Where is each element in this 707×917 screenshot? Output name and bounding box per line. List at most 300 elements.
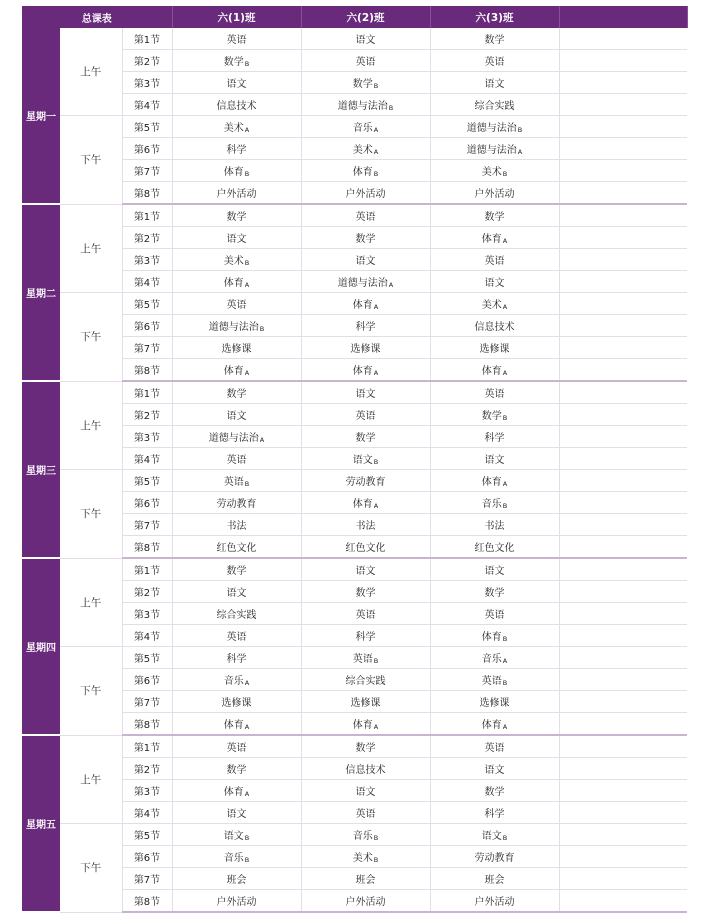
- subject-name: 英语: [355, 57, 376, 68]
- period-label: 第7节: [122, 160, 172, 182]
- subject-name: 体育: [481, 366, 502, 377]
- half-day-label: 下午: [60, 824, 122, 913]
- period-row: [22, 713, 687, 736]
- period-label: 第1节: [122, 204, 172, 227]
- empty-cell: [559, 249, 687, 271]
- period-row: [22, 669, 687, 691]
- period-label: 第5节: [122, 470, 172, 492]
- period-row: [22, 359, 687, 382]
- subject-name: 户外活动: [474, 897, 515, 908]
- subject-cell: [301, 868, 430, 890]
- subject-cell: [430, 647, 559, 669]
- group-mark: A: [373, 126, 379, 134]
- subject-name: 体育: [223, 787, 244, 798]
- subject-cell: [430, 337, 559, 359]
- subject-name: 综合实践: [474, 101, 515, 112]
- empty-cell: [559, 735, 687, 758]
- subject-cell: [430, 824, 559, 846]
- subject-name: 体育: [481, 720, 502, 731]
- period-row: [22, 802, 687, 824]
- subject-cell: [172, 625, 301, 647]
- subject-name: 英语: [484, 743, 505, 754]
- subject-cell: [172, 536, 301, 559]
- subject-cell: [172, 669, 301, 691]
- subject-name: 体育: [352, 720, 373, 731]
- subject-name: 语文: [355, 787, 376, 798]
- subject-cell: [430, 138, 559, 160]
- period-label: 第1节: [122, 381, 172, 404]
- subject-cell: [430, 625, 559, 647]
- subject-cell: [430, 182, 559, 205]
- subject-cell: [172, 28, 301, 50]
- subject-cell: [430, 359, 559, 382]
- empty-cell: [559, 315, 687, 337]
- period-label: 第2节: [122, 404, 172, 426]
- subject-cell: [301, 558, 430, 581]
- subject-cell: [430, 492, 559, 514]
- subject-cell: [172, 735, 301, 758]
- subject-cell: [172, 890, 301, 913]
- empty-cell: [559, 824, 687, 846]
- subject-name: 语文: [226, 79, 247, 90]
- group-mark: A: [502, 237, 508, 245]
- subject-cell: [172, 558, 301, 581]
- period-row: [22, 204, 687, 227]
- subject-name: 户外活动: [474, 189, 515, 200]
- subject-name: 语文: [352, 455, 373, 466]
- group-mark: B: [244, 856, 250, 864]
- group-mark: A: [388, 281, 394, 289]
- subject-cell: [172, 160, 301, 182]
- period-row: [22, 160, 687, 182]
- subject-name: 英语: [226, 455, 247, 466]
- subject-name: 英语: [226, 743, 247, 754]
- subject-name: 数学: [355, 743, 376, 754]
- subject-name: 劳动教育: [345, 477, 386, 488]
- subject-cell: [301, 647, 430, 669]
- period-row: [22, 536, 687, 559]
- period-label: 第5节: [122, 647, 172, 669]
- group-mark: A: [517, 148, 523, 156]
- empty-cell: [559, 780, 687, 802]
- subject-name: 科学: [484, 809, 505, 820]
- group-mark: B: [244, 834, 250, 842]
- subject-name: 英语: [355, 610, 376, 621]
- subject-cell: [430, 28, 559, 50]
- period-row: [22, 470, 687, 492]
- half-day-label: 下午: [60, 470, 122, 559]
- period-label: 第7节: [122, 691, 172, 713]
- period-label: 第6节: [122, 846, 172, 868]
- subject-name: 红色文化: [345, 543, 386, 554]
- day-label: 星期二: [22, 204, 60, 381]
- subject-name: 数学: [352, 79, 373, 90]
- subject-cell: [172, 138, 301, 160]
- subject-cell: [301, 359, 430, 382]
- subject-cell: [430, 72, 559, 94]
- empty-cell: [559, 138, 687, 160]
- subject-name: 科学: [355, 322, 376, 333]
- group-mark: A: [502, 480, 508, 488]
- half-day-label: 下午: [60, 647, 122, 736]
- subject-cell: [301, 426, 430, 448]
- subject-name: 道德与法治: [208, 322, 259, 333]
- subject-name: 数学: [484, 588, 505, 599]
- subject-cell: [430, 802, 559, 824]
- group-mark: A: [502, 657, 508, 665]
- group-mark: B: [388, 104, 394, 112]
- subject-name: 户外活动: [345, 189, 386, 200]
- subject-cell: [301, 204, 430, 227]
- empty-cell: [559, 802, 687, 824]
- period-row: [22, 492, 687, 514]
- subject-cell: [301, 138, 430, 160]
- subject-name: 语文: [481, 831, 502, 842]
- subject-cell: [172, 116, 301, 138]
- subject-cell: [172, 448, 301, 470]
- subject-cell: [301, 50, 430, 72]
- period-label: 第3节: [122, 603, 172, 625]
- subject-name: 数学: [226, 212, 247, 223]
- empty-cell: [559, 713, 687, 736]
- subject-name: 英语: [352, 654, 373, 665]
- subject-name: 红色文化: [474, 543, 515, 554]
- period-row: [22, 271, 687, 293]
- empty-cell: [559, 72, 687, 94]
- subject-name: 体育: [481, 632, 502, 643]
- period-label: 第4节: [122, 94, 172, 116]
- subject-name: 红色文化: [216, 543, 257, 554]
- empty-cell: [559, 381, 687, 404]
- subject-cell: [301, 514, 430, 536]
- subject-name: 英语: [355, 411, 376, 422]
- subject-cell: [301, 713, 430, 736]
- empty-cell: [559, 426, 687, 448]
- period-row: [22, 558, 687, 581]
- empty-cell: [559, 448, 687, 470]
- subject-name: 语文: [226, 588, 247, 599]
- period-row: [22, 426, 687, 448]
- subject-cell: [172, 691, 301, 713]
- period-label: 第4节: [122, 271, 172, 293]
- period-label: 第3节: [122, 249, 172, 271]
- class-header-3: 六(3)班: [430, 6, 559, 28]
- subject-cell: [172, 94, 301, 116]
- period-label: 第5节: [122, 824, 172, 846]
- subject-name: 语文: [226, 234, 247, 245]
- subject-name: 数学: [226, 566, 247, 577]
- period-row: [22, 50, 687, 72]
- period-label: 第7节: [122, 514, 172, 536]
- period-row: [22, 138, 687, 160]
- subject-cell: [172, 337, 301, 359]
- subject-name: 英语: [223, 477, 244, 488]
- subject-name: 体育: [223, 366, 244, 377]
- group-mark: B: [373, 82, 379, 90]
- subject-name: 音乐: [223, 676, 244, 687]
- subject-name: 体育: [352, 499, 373, 510]
- subject-name: 班会: [484, 875, 505, 886]
- group-mark: B: [373, 170, 379, 178]
- period-label: 第8节: [122, 713, 172, 736]
- subject-cell: [301, 315, 430, 337]
- period-label: 第4节: [122, 448, 172, 470]
- group-mark: A: [373, 369, 379, 377]
- extra-header: [559, 6, 687, 28]
- subject-name: 体育: [352, 366, 373, 377]
- subject-cell: [301, 492, 430, 514]
- period-label: 第6节: [122, 669, 172, 691]
- subject-cell: [172, 182, 301, 205]
- subject-cell: [430, 890, 559, 913]
- subject-cell: [301, 404, 430, 426]
- subject-cell: [301, 603, 430, 625]
- half-day-label: 下午: [60, 293, 122, 382]
- empty-cell: [559, 514, 687, 536]
- subject-cell: [172, 404, 301, 426]
- period-label: 第8节: [122, 536, 172, 559]
- period-label: 第1节: [122, 735, 172, 758]
- period-row: [22, 691, 687, 713]
- subject-name: 体育: [352, 300, 373, 311]
- empty-cell: [559, 182, 687, 205]
- subject-cell: [430, 669, 559, 691]
- subject-name: 英语: [226, 35, 247, 46]
- day-label: 星期五: [22, 735, 60, 912]
- subject-name: 语文: [355, 256, 376, 267]
- subject-cell: [301, 780, 430, 802]
- empty-cell: [559, 669, 687, 691]
- subject-cell: [301, 625, 430, 647]
- subject-cell: [172, 271, 301, 293]
- period-label: 第2节: [122, 758, 172, 780]
- subject-name: 选修课: [479, 344, 510, 355]
- group-mark: B: [373, 856, 379, 864]
- subject-cell: [172, 50, 301, 72]
- subject-name: 综合实践: [345, 676, 386, 687]
- subject-cell: [172, 713, 301, 736]
- group-mark: A: [502, 723, 508, 731]
- subject-name: 美术: [352, 853, 373, 864]
- period-row: [22, 227, 687, 249]
- group-mark: B: [244, 60, 250, 68]
- period-row: [22, 824, 687, 846]
- empty-cell: [559, 868, 687, 890]
- group-mark: A: [244, 281, 250, 289]
- period-label: 第7节: [122, 868, 172, 890]
- subject-name: 数学: [223, 57, 244, 68]
- empty-cell: [559, 558, 687, 581]
- subject-cell: [172, 868, 301, 890]
- group-mark: B: [373, 458, 379, 466]
- table-title: 总课表: [22, 6, 172, 28]
- group-mark: A: [244, 679, 250, 687]
- subject-cell: [301, 28, 430, 50]
- subject-name: 数学: [355, 234, 376, 245]
- subject-name: 科学: [484, 433, 505, 444]
- empty-cell: [559, 846, 687, 868]
- empty-cell: [559, 359, 687, 382]
- empty-cell: [559, 160, 687, 182]
- subject-cell: [172, 581, 301, 603]
- empty-cell: [559, 691, 687, 713]
- subject-name: 选修课: [350, 698, 381, 709]
- empty-cell: [559, 625, 687, 647]
- subject-cell: [430, 50, 559, 72]
- subject-cell: [301, 824, 430, 846]
- timetable-body: [22, 28, 687, 912]
- subject-cell: [430, 846, 559, 868]
- group-mark: B: [502, 635, 508, 643]
- subject-name: 信息技术: [345, 765, 386, 776]
- subject-name: 数学: [484, 35, 505, 46]
- subject-name: 音乐: [352, 831, 373, 842]
- subject-name: 选修课: [479, 698, 510, 709]
- subject-cell: [430, 249, 559, 271]
- period-label: 第1节: [122, 558, 172, 581]
- period-row: [22, 846, 687, 868]
- period-label: 第4节: [122, 802, 172, 824]
- subject-name: 数学: [484, 787, 505, 798]
- subject-cell: [301, 293, 430, 315]
- subject-cell: [430, 160, 559, 182]
- subject-name: 道德与法治: [466, 123, 517, 134]
- subject-name: 音乐: [481, 654, 502, 665]
- empty-cell: [559, 536, 687, 559]
- subject-cell: [301, 160, 430, 182]
- subject-cell: [301, 182, 430, 205]
- subject-name: 美术: [223, 256, 244, 267]
- subject-name: 数学: [226, 765, 247, 776]
- subject-name: 数学: [355, 433, 376, 444]
- subject-name: 语文: [226, 809, 247, 820]
- group-mark: A: [502, 369, 508, 377]
- subject-name: 数学: [484, 212, 505, 223]
- subject-cell: [430, 426, 559, 448]
- period-label: 第4节: [122, 625, 172, 647]
- subject-cell: [430, 780, 559, 802]
- subject-name: 语文: [484, 79, 505, 90]
- period-label: 第1节: [122, 28, 172, 50]
- period-row: [22, 758, 687, 780]
- subject-cell: [301, 581, 430, 603]
- group-mark: B: [373, 834, 379, 842]
- period-label: 第8节: [122, 359, 172, 382]
- empty-cell: [559, 603, 687, 625]
- subject-name: 书法: [355, 521, 376, 532]
- class-header-1: 六(1)班: [172, 6, 301, 28]
- period-row: [22, 448, 687, 470]
- group-mark: A: [244, 369, 250, 377]
- group-mark: B: [502, 679, 508, 687]
- subject-cell: [430, 271, 559, 293]
- subject-name: 体育: [223, 278, 244, 289]
- period-label: 第7节: [122, 337, 172, 359]
- subject-name: 英语: [484, 256, 505, 267]
- group-mark: A: [244, 790, 250, 798]
- subject-cell: [172, 846, 301, 868]
- day-label: 星期三: [22, 381, 60, 558]
- subject-cell: [172, 603, 301, 625]
- subject-name: 数学: [481, 411, 502, 422]
- empty-cell: [559, 116, 687, 138]
- subject-cell: [301, 337, 430, 359]
- period-label: 第2节: [122, 50, 172, 72]
- subject-name: 选修课: [221, 344, 252, 355]
- half-day-label: 上午: [60, 735, 122, 824]
- subject-cell: [172, 802, 301, 824]
- period-label: 第8节: [122, 890, 172, 913]
- period-label: 第5节: [122, 116, 172, 138]
- subject-cell: [172, 293, 301, 315]
- subject-name: 体育: [352, 167, 373, 178]
- period-row: [22, 249, 687, 271]
- subject-name: 书法: [484, 521, 505, 532]
- period-row: [22, 293, 687, 315]
- group-mark: B: [244, 170, 250, 178]
- subject-name: 语文: [484, 455, 505, 466]
- group-mark: B: [244, 480, 250, 488]
- period-row: [22, 625, 687, 647]
- period-row: [22, 381, 687, 404]
- empty-cell: [559, 492, 687, 514]
- empty-cell: [559, 647, 687, 669]
- half-day-label: 上午: [60, 558, 122, 647]
- period-label: 第3节: [122, 426, 172, 448]
- period-label: 第8节: [122, 182, 172, 205]
- subject-cell: [301, 94, 430, 116]
- period-row: [22, 182, 687, 205]
- subject-cell: [430, 713, 559, 736]
- subject-cell: [430, 448, 559, 470]
- empty-cell: [559, 581, 687, 603]
- group-mark: A: [373, 303, 379, 311]
- period-row: [22, 514, 687, 536]
- group-mark: A: [373, 723, 379, 731]
- period-row: [22, 890, 687, 913]
- subject-name: 户外活动: [216, 897, 257, 908]
- subject-cell: [430, 404, 559, 426]
- subject-name: 综合实践: [216, 610, 257, 621]
- subject-cell: [172, 824, 301, 846]
- subject-name: 英语: [484, 610, 505, 621]
- group-mark: A: [373, 502, 379, 510]
- subject-name: 班会: [355, 875, 376, 886]
- subject-name: 选修课: [221, 698, 252, 709]
- empty-cell: [559, 271, 687, 293]
- day-label: 星期一: [22, 28, 60, 204]
- subject-cell: [301, 669, 430, 691]
- subject-cell: [430, 758, 559, 780]
- group-mark: B: [502, 170, 508, 178]
- subject-name: 英语: [484, 57, 505, 68]
- subject-cell: [430, 691, 559, 713]
- subject-name: 信息技术: [474, 322, 515, 333]
- subject-cell: [430, 293, 559, 315]
- subject-cell: [172, 72, 301, 94]
- subject-name: 选修课: [350, 344, 381, 355]
- empty-cell: [559, 227, 687, 249]
- period-label: 第6节: [122, 138, 172, 160]
- subject-cell: [430, 558, 559, 581]
- subject-name: 语文: [355, 566, 376, 577]
- subject-cell: [172, 227, 301, 249]
- subject-name: 体育: [481, 234, 502, 245]
- subject-name: 音乐: [223, 853, 244, 864]
- subject-cell: [301, 735, 430, 758]
- group-mark: B: [502, 414, 508, 422]
- subject-name: 英语: [226, 300, 247, 311]
